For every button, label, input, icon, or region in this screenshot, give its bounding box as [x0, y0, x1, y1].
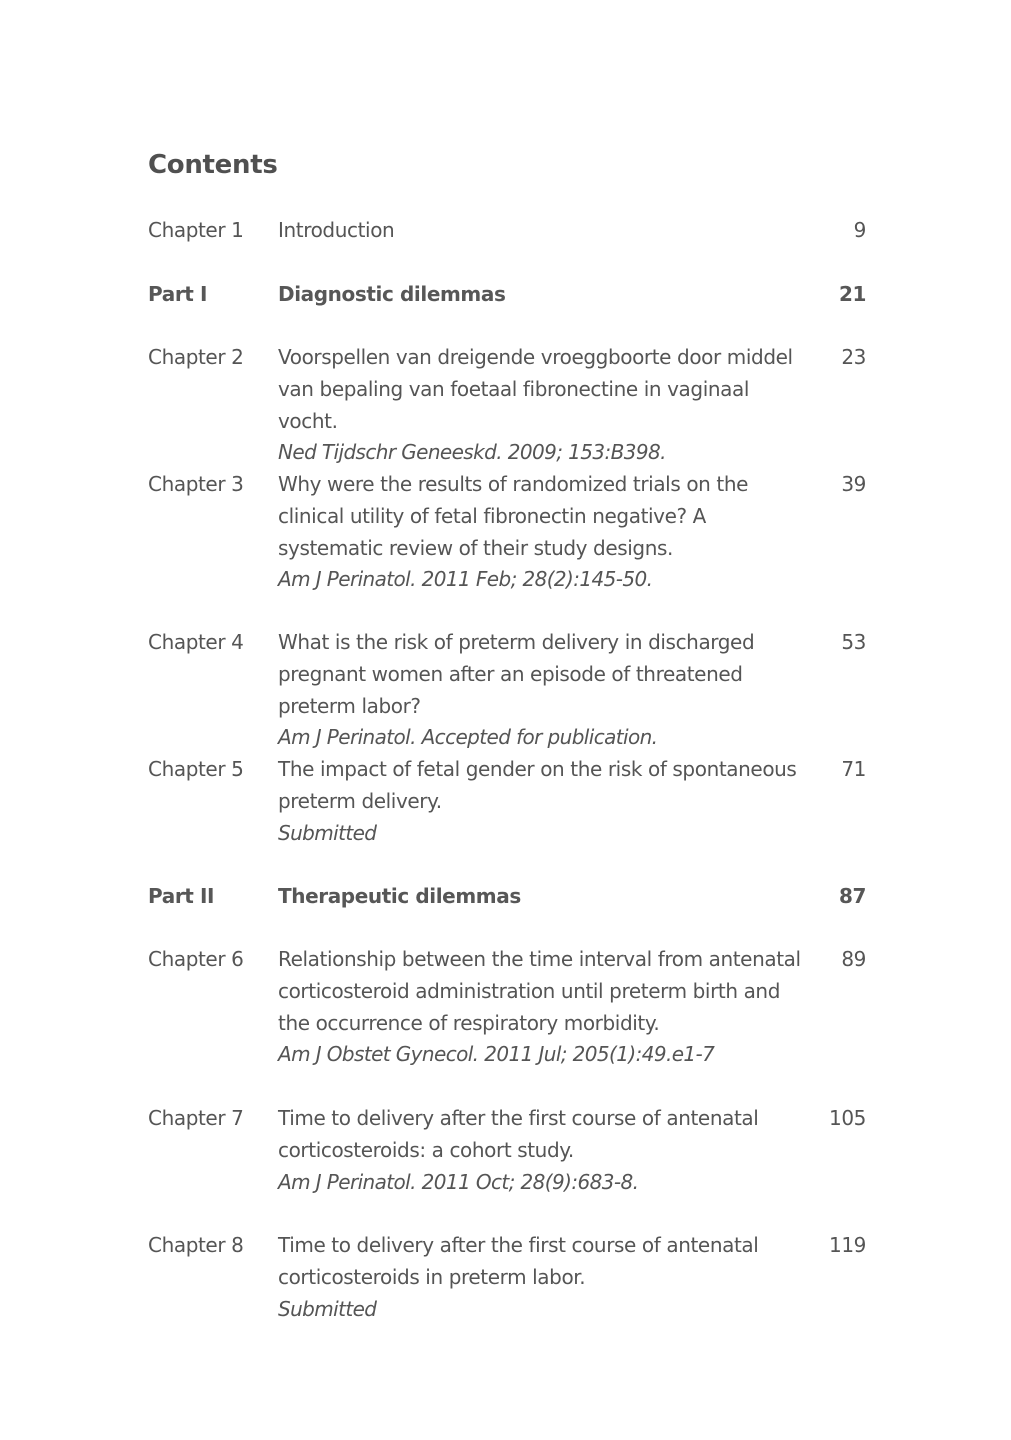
entry-title: Introduction — [278, 218, 395, 242]
entry-page-number: 89 — [841, 947, 866, 971]
entry-citation: Am J Perinatol. Accepted for publication. — [278, 725, 658, 750]
entry-label: Part I — [148, 282, 208, 306]
entry-page-number: 87 — [838, 884, 866, 908]
entry-page-number: 23 — [841, 345, 866, 369]
entry-title: Time to delivery after the first course of antenatal corticosteroids in preterm labor. — [278, 1233, 759, 1289]
entry-title: Why were the results of randomized trials on the clinical utility of fetal fibronectin negative? A systematic review of their study designs. — [278, 472, 749, 560]
entry-page-number: 71 — [841, 757, 866, 781]
entry-title: What is the risk of preterm delivery in discharged pregnant women after an episode of threatened preterm labor? — [278, 630, 755, 718]
entry-title-block — [278, 215, 808, 247]
entry-label: Chapter 1 — [148, 218, 244, 242]
entry-citation: Submitted — [278, 1296, 377, 1321]
page-title: Contents — [148, 150, 278, 180]
entry-title-block — [278, 627, 808, 754]
entry-citation: Am J Perinatol. 2011 Oct; 28(9):683-8. — [278, 1169, 639, 1194]
entry-page-number: 21 — [838, 282, 866, 306]
entry-title: Time to delivery after the first course of antenatal corticosteroids: a cohort study. — [278, 1106, 759, 1162]
entry-label: Chapter 2 — [148, 345, 244, 369]
entry-label: Chapter 3 — [148, 472, 244, 496]
entry-title-block — [278, 279, 808, 311]
entry-page-number: 39 — [841, 472, 866, 496]
entry-page-number: 119 — [829, 1233, 866, 1257]
entry-title-block — [278, 881, 808, 913]
entry-citation: Ned Tijdschr Geneeskd. 2009; 153:B398. — [278, 440, 666, 465]
entry-citation: Submitted — [278, 820, 377, 845]
entry-title: Diagnostic dilemmas — [278, 282, 506, 306]
entry-page-number: 9 — [853, 218, 866, 242]
entry-label: Chapter 4 — [148, 630, 244, 654]
entry-citation: Am J Obstet Gynecol. 2011 Jul; 205(1):49.e1-7 — [278, 1042, 715, 1067]
entry-title-block — [278, 1230, 808, 1325]
entry-label: Chapter 6 — [148, 947, 244, 971]
entry-title-block — [278, 469, 808, 596]
entry-label: Chapter 7 — [148, 1106, 244, 1130]
entry-label: Chapter 5 — [148, 757, 244, 781]
entry-title: Voorspellen van dreigende vroeggboorte door middel van bepaling van foetaal fibronectine in vaginaal vocht. — [278, 345, 793, 433]
entry-citation: Am J Perinatol. 2011 Feb; 28(2):145-50. — [278, 567, 653, 592]
entry-page-number: 53 — [841, 630, 866, 654]
entry-title-block — [278, 342, 808, 469]
entry-title-block — [278, 1103, 808, 1198]
entry-title-block — [278, 754, 808, 849]
entry-label: Part II — [148, 884, 215, 908]
entry-label: Chapter 8 — [148, 1233, 244, 1257]
entry-title: The impact of fetal gender on the risk of spontaneous preterm delivery. — [278, 757, 797, 813]
entry-title: Relationship between the time interval from antenatal corticosteroid administration until preterm birth and the occurrence of respiratory morbidity. — [278, 947, 801, 1035]
entry-title-block — [278, 944, 808, 1071]
entry-page-number: 105 — [829, 1106, 866, 1130]
entry-title: Therapeutic dilemmas — [278, 884, 521, 908]
